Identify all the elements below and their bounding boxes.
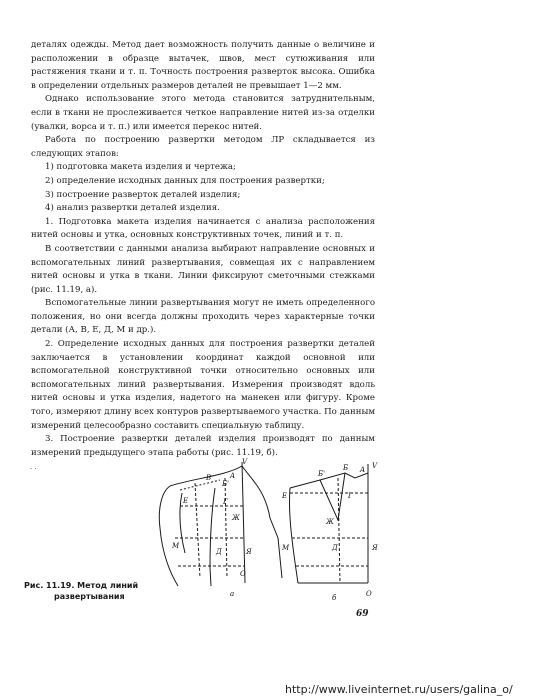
label-zh: Ж (326, 518, 334, 526)
body-text (31, 39, 375, 460)
paragraph: Вспомогательные линии развертывания могут не иметь определенного положения, но они всегда должны проходить через характерные точки детали (А, В, Е, Д, М и др.). (31, 298, 375, 336)
paragraph: Однако использование этого метода становится затруднительным, если в ткани не прослеживается четкое направление нитей из-за отделки (увалки, ворса и т. п.) или имеется перекос нитей. (31, 94, 375, 132)
label-e: E (282, 492, 288, 500)
paragraph: 3. Построение развертки деталей изделия производят по данным измерений предыдущего этапа работы (рис. 11.19, б). (31, 434, 375, 458)
paragraph: 2. Определение исходных данных для построения развертки деталей заключается в установлении координат каждой основной или вспомогательной конструктивной точки относительно основных или вспомогательных линий развертывания. Измерения производят вдоль нитей основы и утка изделия, надетого на манекен или фигуру. Кроме того, измеряют длину всех контуров развертываемого участка. По данным измерений целесообразно составить специальную таблицу. (31, 339, 375, 431)
caption-line-2: развертывания (54, 592, 125, 601)
page-number: 69 (356, 609, 369, 619)
list-item: 4) анализ развертки деталей изделия. (45, 203, 220, 214)
label-d: Д (216, 548, 222, 556)
label-ya: Я (372, 544, 378, 552)
footer-url[interactable]: http://www.liveinternet.ru/users/galina_o/ (285, 683, 513, 696)
list-item: 2) определение исходных данных для построения развертки; (45, 175, 325, 186)
label-o: O (240, 570, 246, 578)
subfigure-a-label: а (230, 590, 235, 598)
label-m: M (282, 544, 290, 552)
label-m: M (172, 542, 180, 550)
figure-caption (24, 580, 144, 602)
label-a: A (360, 466, 366, 474)
paragraph: Работа по построению развертки методом ЛР складывается из следующих этапов: (31, 135, 375, 159)
label-ya: Я (246, 548, 252, 556)
pattern-vline (338, 478, 340, 583)
label-zh: Ж (232, 514, 240, 522)
label-v: V (242, 458, 248, 466)
label-e: E (183, 497, 189, 505)
label-v: V (372, 462, 378, 470)
label-a: A (230, 472, 236, 480)
pattern-outline (290, 473, 368, 488)
figure-b-labels (281, 462, 378, 598)
vertical-aux-line-2 (225, 478, 227, 578)
label-o: O (366, 590, 372, 598)
label-b-prime: Б' (318, 470, 326, 478)
label-b: Б (343, 464, 349, 472)
label-b: B (206, 474, 212, 482)
list-item: 1) подготовка макета изделия и чертежа; (45, 162, 236, 173)
vertical-aux-line (195, 483, 200, 578)
label-d: Д (332, 544, 338, 552)
label-b-prime: Б' (222, 480, 230, 488)
figure-a-drawing (159, 462, 282, 586)
label-g: Г (348, 492, 353, 500)
center-back-line (242, 462, 245, 583)
paragraph: деталях одежды. Метод дает возможность получить данные о величине и расположении в образце вытачек, швов, мест сутюживания или растяжения ткани и т. п. Точность построения разверток высока. Ошибка в определении отдельных размеров деталей не превышает 1—2 мм. (31, 40, 375, 91)
label-g: Г (223, 498, 228, 506)
scan-mark: . . (30, 463, 37, 471)
pattern-left-edge (289, 488, 298, 583)
paragraph: 1. Подготовка макета изделия начинается с анализа расположения нитей основы и утка, основных конструктивных точек, линий и т. п. (31, 216, 375, 241)
back-seam (210, 488, 215, 586)
shoulder-left (159, 486, 178, 586)
subfigure-b-label: б (332, 594, 337, 602)
list-item: 3) построение разверток деталей изделия; (45, 189, 241, 200)
paragraph: В соответствии с данными анализа выбирают направление основных и вспомогательных линий развертывания, совмещая их с направлением нитей основы и утка в ткани. Линии фиксируют сметочными стежками (рис. 11.19, а). (31, 243, 375, 295)
dart (320, 473, 345, 520)
caption-line-1: Рис. 11.19. Метод линий (24, 581, 139, 590)
